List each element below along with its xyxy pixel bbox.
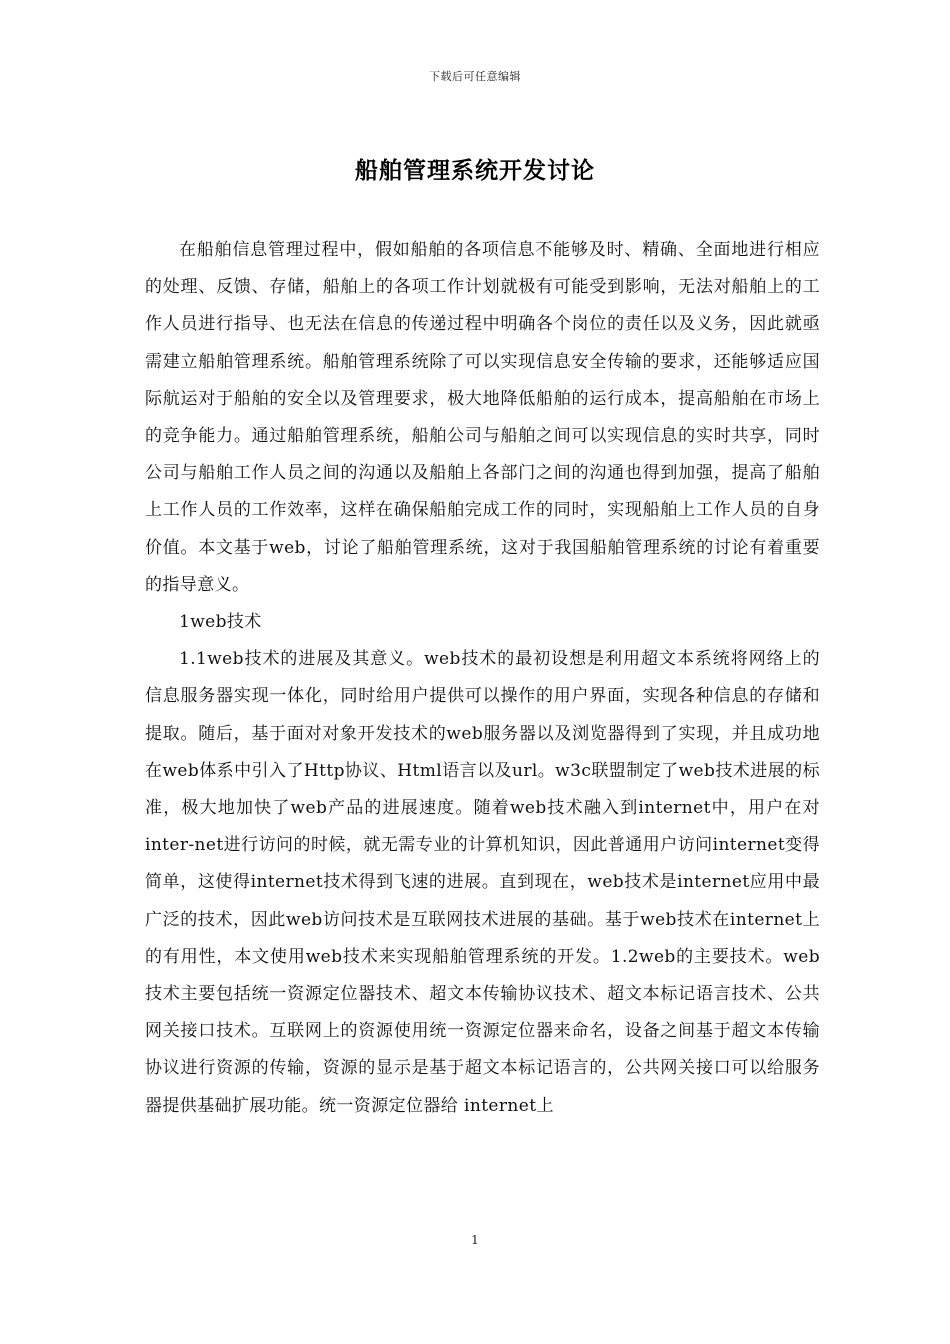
header-note: 下载后可任意编辑 <box>429 70 521 83</box>
page-number: 1 <box>471 1233 479 1247</box>
document-title: 船舶管理系统开发讨论 <box>355 158 595 184</box>
section-heading: 1web技术 <box>179 612 262 633</box>
document-body <box>145 232 820 1125</box>
intro-paragraph: 在船舶信息管理过程中，假如船舶的各项信息不能够及时、精确、全面地进行相应的处理、反馈、存储，船舶上的各项工作计划就极有可能受到影响，无法对船舶上的工作人员进行指导、也无法在信息的传递过程中明确各个岗位的责任以及义务，因此就亟需建立船舶管理系统。船舶管理系统除了可以实现信息安全传输的要求，还能够适应国际航运对于船舶的安全以及管理要求，极大地降低船舶的运行成本，提高船舶在市场上的竞争能力。通过船舶管理系统，船舶公司与船舶之间可以实现信息的实时共享，同时公司与船舶工作人员之间的沟通以及船舶上各部门之间的沟通也得到加强，提高了船舶上工作人员的工作效率，这样在确保船舶完成工作的同时，实现船舶上工作人员的自身价值。本文基于web，讨论了船舶管理系统，这对于我国船舶管理系统的讨论有着重要的指导意义。 <box>145 240 820 595</box>
section-paragraph: 1.1web技术的进展及其意义。web技术的最初设想是利用超文本系统将网络上的信息服务器实现一体化，同时给用户提供可以操作的用户界面，实现各种信息的存储和提取。随后，基于面对对象开发技术的web服务器以及浏览器得到了实现，并且成功地在web体系中引入了Http协议、Html语言以及url。w3c联盟制定了web技术进展的标准，极大地加快了web产品的进展速度。随着web技术融入到internet中，用户在对inter-net进行访问的时候，就无需专业的计算机知识，因此普通用户访问internet变得简单，这使得internet技术得到飞速的进展。直到现在，web技术是internet应用中最广泛的技术，因此web访问技术是互联网技术进展的基础。基于web技术在internet上的有用性，本文使用web技术来实现船舶管理系统的开发。1.2web的主要技术。web技术主要包括统一资源定位器技术、超文本传输协议技术、超文本标记语言技术、公共网关接口技术。互联网上的资源使用统一资源定位器来命名，设备之间基于超文本传输协议进行资源的传输，资源的显示是基于超文本标记语言的，公共网关接口可以给服务器提供基础扩展功能。统一资源定位器给 internet上 <box>145 649 820 1116</box>
